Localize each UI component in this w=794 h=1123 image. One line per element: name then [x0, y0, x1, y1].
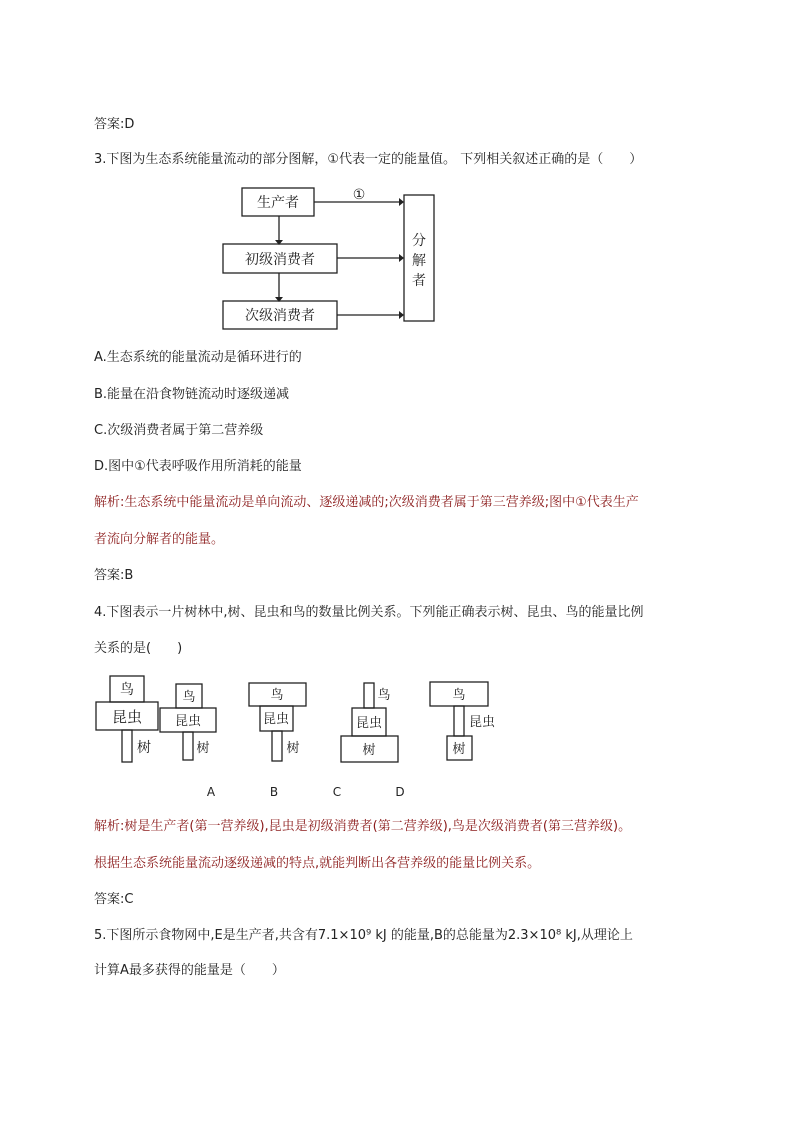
decomposer-label-3: 者: [412, 273, 426, 289]
q3-option-b: B.能量在沿食物链流动时逐级递减: [94, 387, 290, 402]
fig-e-insect-label: 昆虫: [468, 715, 496, 730]
q3-answer: 答案:B: [94, 568, 134, 583]
secondary-consumer-label: 次级消费者: [245, 308, 315, 324]
fig-a-insect-label: 昆虫: [111, 708, 143, 726]
q4-stem-line-1: 4.下图表示一片树林中,树、昆虫和鸟的数量比例关系。下列能正确表示树、昆虫、鸟的能量比例: [94, 605, 644, 620]
option-letter-d: D: [395, 785, 405, 799]
decomposer-label-1: 分: [412, 233, 426, 249]
fig-a-tree-label: 树: [137, 740, 151, 756]
fig-d-bird-box: [364, 683, 374, 708]
decomposer-label-2: 解: [412, 253, 426, 269]
q3-analysis-line-2: 者流向分解者的能量。: [94, 532, 225, 547]
producer-label: 生产者: [257, 195, 299, 211]
q3-analysis-line-1: 解析:生态系统中能量流动是单向流动、逐级递减的;次级消费者属于第三营养级;图中①代表生产: [94, 495, 639, 510]
q3-stem: 3.下图为生态系统能量流动的部分图解，①代表一定的能量值。 下列相关叙述正确的是（ ）: [94, 152, 643, 167]
q5-stem-line-1: 5.下图所示食物网中,E是生产者,共含有7.1×10⁹ kJ 的能量,B的总能量为2.3×10⁸ kJ,从理论上: [94, 928, 633, 943]
fig-c-insect-label: 昆虫: [262, 712, 290, 727]
fig-a-bird-label: 鸟: [120, 682, 134, 698]
q5-stem-line-2: 计算A最多获得的能量是（ ）: [94, 963, 285, 978]
fig-e-insect-box: [454, 706, 464, 736]
fig-e-tree-label: 树: [452, 742, 466, 757]
primary-consumer-label: 初级消费者: [245, 252, 315, 268]
q3-option-a: A.生态系统的能量流动是循环进行的: [94, 350, 302, 365]
fig-d-tree-label: 树: [362, 743, 376, 758]
q4-answer: 答案:C: [94, 892, 134, 907]
option-letter-b: B: [269, 785, 279, 799]
fig-a-tree-box: [122, 730, 132, 762]
fig-c-tree-box: [272, 731, 282, 761]
fig-b-bird-label: 鸟: [182, 690, 196, 705]
q4-stem-line-2: 关系的是( ): [94, 641, 183, 656]
q4-analysis-line-2: 根据生态系统能量流动逐级递减的特点,就能判断出各营养级的能量比例关系。: [94, 856, 541, 871]
option-letter-c: C: [332, 785, 342, 799]
option-letter-a: A: [206, 785, 216, 799]
fig-b-tree-label: 树: [196, 741, 210, 756]
circle-one-label: ①: [352, 187, 366, 203]
fig-d-insect-label: 昆虫: [355, 716, 383, 731]
fig-c-bird-label: 鸟: [270, 688, 284, 703]
q4-analysis-line-1: 解析:树是生产者(第一营养级),昆虫是初级消费者(第二营养级),鸟是次级消费者(第三营养级)。: [94, 819, 632, 834]
q2-answer: 答案:D: [94, 117, 135, 132]
fig-b-tree-box: [183, 732, 193, 760]
fig-c-tree-label: 树: [286, 741, 300, 756]
fig-b-insect-label: 昆虫: [174, 714, 202, 729]
q3-option-c: C.次级消费者属于第二营养级: [94, 423, 264, 438]
q3-option-d: D.图中①代表呼吸作用所消耗的能量: [94, 459, 302, 474]
fig-e-bird-label: 鸟: [452, 688, 466, 703]
fig-d-bird-label: 鸟: [377, 688, 391, 703]
